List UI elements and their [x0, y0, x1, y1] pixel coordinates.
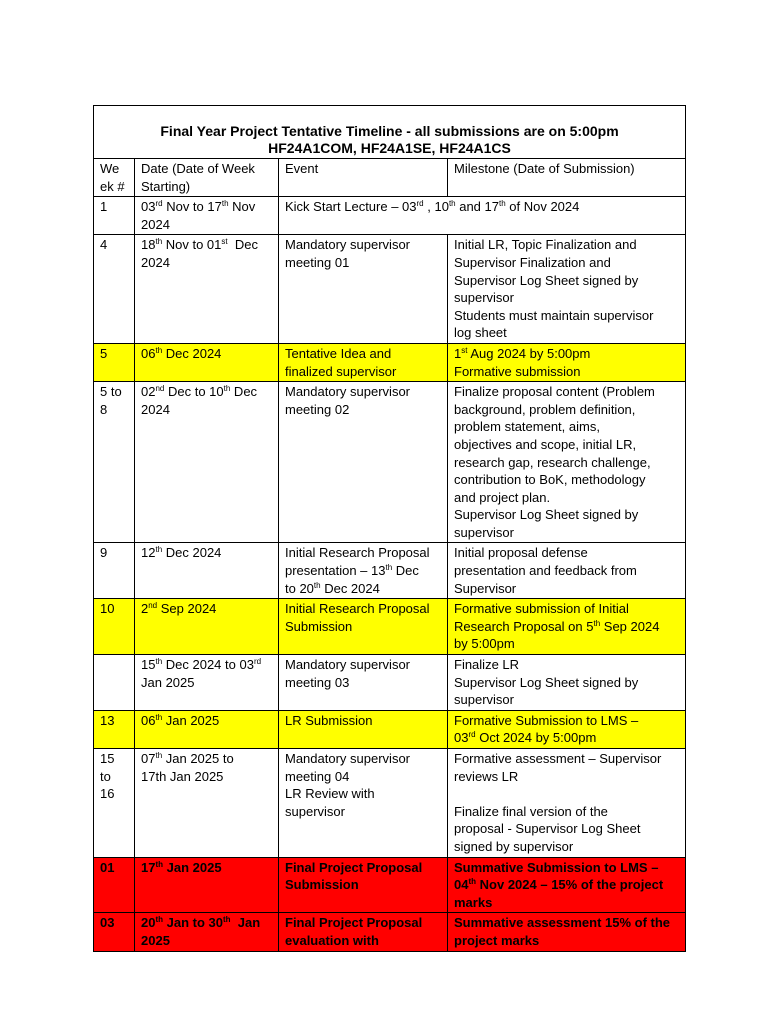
week-cell — [94, 857, 135, 913]
event-cell-line: Mandatory supervisor — [285, 751, 410, 766]
event-cell-line: Submission — [285, 618, 353, 634]
date-cell — [135, 857, 279, 913]
table-row — [94, 197, 686, 235]
event-cell — [279, 710, 448, 748]
milestone-cell-line: supervisor — [454, 290, 514, 306]
date-cell — [135, 382, 279, 543]
event-cell-line: presentation – 13th Dec — [285, 563, 419, 579]
header-week-line: ek # — [100, 178, 125, 194]
date-cell — [135, 235, 279, 344]
week-cell — [94, 197, 135, 235]
event-cell-line: meeting 04 — [285, 768, 350, 784]
date-cell-line: 2024 — [141, 216, 170, 232]
week-cell-line: 8 — [100, 401, 108, 417]
milestone-cell-line: log sheet — [454, 325, 507, 341]
milestone-cell-line: Supervisor Log Sheet signed by — [454, 674, 639, 690]
event-cell-line: Final Project Proposal — [285, 859, 423, 875]
milestone-cell-line: Initial LR, Topic Finalization and — [454, 237, 637, 253]
milestone-cell-line: Initial proposal defense — [454, 545, 588, 561]
milestone-cell-line: Supervisor — [454, 580, 517, 596]
week-cell — [94, 235, 135, 344]
week-cell — [94, 913, 135, 951]
date-cell-line: 17th Jan 2025 — [141, 859, 222, 875]
milestone-cell-line: Supervisor Finalization and — [454, 254, 611, 270]
event-cell — [279, 343, 448, 381]
event-cell — [279, 235, 448, 344]
milestone-cell — [448, 543, 686, 599]
table-row — [94, 913, 686, 951]
milestone-cell-line — [454, 785, 679, 803]
table-row — [94, 235, 686, 344]
week-cell-line: 4 — [100, 237, 108, 253]
milestone-cell — [448, 710, 686, 748]
event-cell-line: supervisor — [285, 803, 345, 819]
week-cell-line: 15 — [100, 751, 115, 766]
milestone-cell-line: 03rd Oct 2024 by 5:00pm — [454, 730, 597, 746]
date-cell — [135, 749, 279, 858]
event-cell — [279, 599, 448, 655]
week-cell — [94, 655, 135, 711]
event-cell — [279, 749, 448, 858]
week-cell-line: 5 to — [100, 384, 122, 400]
milestone-cell-line: proposal - Supervisor Log Sheet — [454, 821, 641, 837]
table-row — [94, 543, 686, 599]
title-row — [94, 106, 686, 159]
milestone-cell-line: Students must maintain supervisor — [454, 307, 654, 323]
event-cell-line: Tentative Idea and — [285, 345, 392, 361]
milestone-cell-line: and project plan. — [454, 489, 551, 505]
week-cell — [94, 343, 135, 381]
week-cell-line: 5 — [100, 345, 108, 361]
date-cell — [135, 710, 279, 748]
milestone-cell-line: Supervisor Log Sheet signed by — [454, 272, 639, 288]
event-cell-line: Final Project Proposal — [285, 915, 423, 931]
milestone-cell-line: signed by supervisor — [454, 838, 574, 854]
milestone-cell — [448, 599, 686, 655]
event-cell-line: meeting 01 — [285, 254, 350, 270]
milestone-cell-line: contribution to BoK, methodology — [454, 472, 646, 488]
table-row — [94, 382, 686, 543]
milestone-cell — [448, 235, 686, 344]
milestone-cell-line: supervisor — [454, 524, 514, 540]
event-cell-line: LR Review with — [285, 786, 375, 802]
milestone-cell — [448, 382, 686, 543]
event-cell — [279, 857, 448, 913]
header-date — [135, 159, 279, 197]
week-cell-line: 16 — [100, 786, 115, 802]
date-cell-line: 02nd Dec to 10th Dec — [141, 384, 258, 400]
milestone-cell-line: Finalize LR — [454, 657, 520, 673]
week-cell — [94, 382, 135, 543]
table-row — [94, 655, 686, 711]
week-cell — [94, 710, 135, 748]
milestone-cell-line: project marks — [454, 932, 540, 948]
header-row — [94, 159, 686, 197]
date-cell-line: 17th Jan 2025 — [141, 768, 224, 784]
milestone-cell-line: Summative Submission to LMS – — [454, 859, 659, 875]
table-row — [94, 857, 686, 913]
event-cell-line: LR Submission — [285, 712, 373, 728]
event-cell-line: Submission — [285, 877, 359, 893]
date-cell-line: 18th Nov to 01st Dec — [141, 237, 258, 253]
header-week-line: We — [100, 161, 120, 176]
milestone-cell-line: 04th Nov 2024 – 15% of the project — [454, 877, 664, 893]
event-cell-line: Mandatory supervisor — [285, 237, 410, 253]
week-cell — [94, 599, 135, 655]
event-cell-line: Kick Start Lecture – 03rd , 10th and 17th of Nov 2024 — [285, 199, 580, 215]
table-title — [94, 106, 686, 159]
week-cell-line: 13 — [100, 712, 115, 728]
timeline-table — [93, 105, 686, 952]
week-cell-line: 03 — [100, 915, 115, 931]
milestone-cell-line: Formative assessment – Supervisor — [454, 751, 662, 766]
date-cell — [135, 599, 279, 655]
milestone-cell-line: 1st Aug 2024 by 5:00pm — [454, 345, 591, 361]
date-cell-line: Jan 2025 — [141, 674, 195, 690]
event-cell — [279, 655, 448, 711]
date-cell-line: 2025 — [141, 932, 170, 948]
milestone-cell-line: Research Proposal on 5th Sep 2024 — [454, 618, 660, 634]
week-cell — [94, 543, 135, 599]
date-cell-line: 2024 — [141, 254, 170, 270]
event-cell-line: Mandatory supervisor — [285, 384, 410, 400]
event-cell — [279, 913, 448, 951]
week-cell-line: 01 — [100, 859, 115, 875]
milestone-cell-line: supervisor — [454, 692, 514, 708]
milestone-cell-line: Supervisor Log Sheet signed by — [454, 507, 639, 523]
table-row — [94, 343, 686, 381]
header-milestone — [448, 159, 686, 197]
event-cell-line: Initial Research Proposal — [285, 601, 430, 617]
milestone-cell-line: research gap, research challenge, — [454, 454, 651, 470]
event-cell — [279, 197, 686, 235]
milestone-cell-line: by 5:00pm — [454, 636, 515, 652]
milestone-cell — [448, 655, 686, 711]
milestone-cell — [448, 913, 686, 951]
week-cell-line: to — [100, 768, 111, 784]
header-date-line: Date (Date of Week — [141, 161, 255, 176]
event-cell — [279, 543, 448, 599]
title-line-2: HF24A1COM, HF24A1SE, HF24A1CS — [268, 140, 511, 156]
date-cell-line: 06th Dec 2024 — [141, 345, 222, 361]
header-event-line: Event — [285, 161, 319, 176]
event-cell — [279, 382, 448, 543]
milestone-cell-line: reviews LR — [454, 768, 519, 784]
table-row — [94, 749, 686, 858]
milestone-cell-line: Formative Submission to LMS – — [454, 712, 639, 728]
date-cell — [135, 343, 279, 381]
week-cell-line: 1 — [100, 199, 108, 215]
date-cell-line: 12th Dec 2024 — [141, 545, 222, 561]
milestone-cell — [448, 343, 686, 381]
milestone-cell-line: Finalize proposal content (Problem — [454, 384, 655, 400]
milestone-cell-line: Summative assessment 15% of the — [454, 915, 671, 931]
milestone-cell-line: problem statement, aims, — [454, 419, 600, 435]
date-cell-line: 20th Jan to 30th Jan — [141, 915, 261, 931]
milestone-cell-line: Formative submission of Initial — [454, 601, 629, 617]
header-event — [279, 159, 448, 197]
event-cell-line: Initial Research Proposal — [285, 545, 430, 561]
table-row — [94, 710, 686, 748]
header-date-line: Starting) — [141, 178, 191, 194]
date-cell-line: 15th Dec 2024 to 03rd — [141, 657, 262, 673]
date-cell — [135, 543, 279, 599]
title-line-1: Final Year Project Tentative Timeline - all submissions are on 5:00pm — [160, 123, 619, 139]
milestone-cell-line: presentation and feedback from — [454, 563, 637, 579]
date-cell — [135, 913, 279, 951]
date-cell-line: 2024 — [141, 401, 170, 417]
milestone-cell-line: Formative submission — [454, 363, 581, 379]
event-cell-line: Mandatory supervisor — [285, 657, 410, 673]
event-cell-line: meeting 02 — [285, 401, 350, 417]
milestone-cell-line: marks — [454, 894, 493, 910]
date-cell — [135, 655, 279, 711]
date-cell-line: 03rd Nov to 17th Nov — [141, 199, 256, 215]
week-cell-line: 10 — [100, 601, 115, 617]
milestone-cell-line: Finalize final version of the — [454, 803, 608, 819]
event-cell-line: finalized supervisor — [285, 363, 397, 379]
event-cell-line: meeting 03 — [285, 674, 350, 690]
header-week — [94, 159, 135, 197]
date-cell-line: 2nd Sep 2024 — [141, 601, 217, 617]
event-cell-line: to 20th Dec 2024 — [285, 580, 380, 596]
header-milestone-line: Milestone (Date of Submission) — [454, 161, 635, 176]
date-cell-line: 06th Jan 2025 — [141, 712, 220, 728]
date-cell — [135, 197, 279, 235]
milestone-cell-line: background, problem definition, — [454, 401, 636, 417]
milestone-cell-line: objectives and scope, initial LR, — [454, 436, 637, 452]
timeline-document — [93, 105, 685, 952]
date-cell-line: 07th Jan 2025 to — [141, 751, 234, 766]
milestone-cell — [448, 749, 686, 858]
milestone-cell — [448, 857, 686, 913]
event-cell-line: evaluation with — [285, 932, 379, 948]
week-cell — [94, 749, 135, 858]
table-row — [94, 599, 686, 655]
week-cell-line: 9 — [100, 545, 108, 561]
